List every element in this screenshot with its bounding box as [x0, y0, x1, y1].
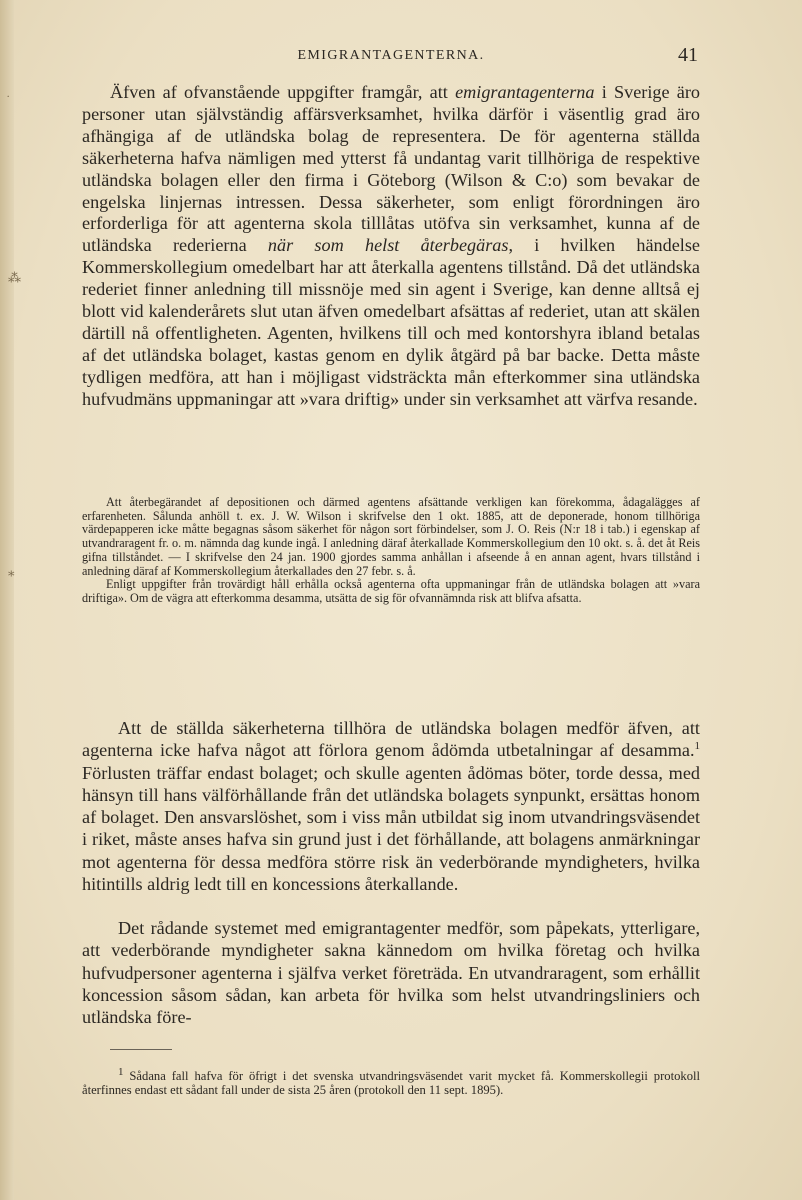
note-paragraph-2: Enligt uppgifter från trovärdigt håll erhålla också agenterna ofta uppmaningar från de utländska bolagen att »vara driftiga». Om de vägra att efterkomma desamma, utsätta de sig för ofvannämnda risk att blifva afsatta. — [82, 577, 700, 605]
emphasis-nar-som-helst: när som helst återbegäras — [267, 235, 509, 256]
paragraph-3: Det rådande systemet med emigrantagenter medför, som påpekats, ytterligare, att vederbörande myndigheter sakna kännedom om hvilka företag och hvilka hufvudpersoner agenterna i själfva verket företräda. En utvandraragent, som erhållit koncession såsom sådan, kan arbeta för hvilka som helst utvandringsliniers och utländska före- — [82, 918, 700, 1028]
small-print-note — [82, 496, 700, 606]
footnote — [82, 1065, 700, 1098]
main-text-3: , i hvilken händelse Kommerskollegium omedelbart har att återkalla agentens tillstånd. Då det utländska rederiet finner anledning till missnöje med sin agent i Sverige, kan denne alltså ej blott vid kalenderårets slut utan äfven omedelbart afsättas af rederiet, utan att skälen därtill nå offentligheten. Agenten, hvilkens till och med kontorshyra ibland betalas af det utländska bolaget, kastas genom en dylik åtgärd på bar backe. Detta måste tydligen medföra, att han i möjligast vidsträckta mån efterkommer sina utländska hufvudmäns uppmaningar att »vara driftig» under sin verksamhet att värfva resande. — [82, 235, 700, 409]
running-title: EMIGRANTAGENTERNA. — [297, 48, 485, 63]
margin-mark: ⁎ — [8, 564, 15, 579]
emphasis-emigrantagenterna: emigrantagenterna — [455, 82, 595, 102]
footnote-marker: 1 — [118, 1065, 124, 1078]
note-paragraph-1: Att återbegärandet af depositionen och därmed agentens afsättande verkligen kan förekomma, ådagalägges af erfarenheten. Sålunda anhöll t. ex. J. W. Wilson i skrifvelse den 1 okt. 1885, att de deponerade, honom tillhöriga värdepapperen icke måtte begagnas såsom säkerhet för någon sort förbindelser, som J. O. Reis (N:r 18 i tab.) i egenskap af utvandraragent fr. o. m. nämnda dag kunde ingå. I anledning däraf återkallade Kommerskollegium den 10 okt. s. å. det åt Reis gifna tillståndet. — I skrifvelse den 24 jan. 1900 gjordes samma anhållan i afseende å en annan agent, hvars tillstånd i anledning däraf af Kommerskollegium återkallades den 27 febr. s. å. — [82, 495, 700, 578]
footnote-text: Sådana fall hafva för öfrigt i det svenska utvandringsväsendet varit mycket få. Kommerskollegii protokoll återfinnes endast ett sådant fall under de sista 25 åren (protokoll den 11 sept. 1895). — [82, 1068, 700, 1097]
page-header — [82, 44, 700, 68]
main-text-2: i Sverige äro personer utan självständig affärsverksamhet, hvilka därför i väsentlig grad äro afhängiga af de utländska bolag de representera. De för agenterna ställda säkerheterna hafva nämligen med ytterst få undantag varit tillhöriga de respektive utländska bolagen eller den firma i Göteborg (Wilson & C:o) som bevakar de engelska linjernas intressen. Dessa säkerheter, som enligt förordningen äro erforderliga för att agenterna skola tilllåtas utöfva sin verksamhet, kunna af de utländska rederierna — [82, 82, 700, 256]
page-number: 41 — [678, 44, 698, 66]
footnote-reference[interactable]: 1 — [694, 740, 700, 753]
para2-text-2: Förlusten träffar endast bolaget; och skulle agenten ådömas böter, torde dessa, med hänsyn till hans välförhållande från det utländska bolagets synpunkt, ersättas honom af bolaget. Den ansvarslöshet, som i viss mån utbildat sig inom utvandringsväsendet i riket, måste anses hafva sin grund just i det förhållande, att bolagens anmärkningar mot agenterna för dessa medföra större risk än vederbörande myndigheters, hvilka hitintills aldrig ledt till en koncessions återkallande. — [82, 762, 700, 895]
main-paragraph — [82, 82, 700, 411]
footnote-divider — [110, 1049, 172, 1050]
margin-mark: ˙ — [6, 92, 11, 107]
para2-text-1: Att de ställda säkerheterna tillhöra de utländska bolagen medför äfven, att agenterna icke hafva något att förlora genom ådömda utbetalningar af desamma. — [82, 718, 700, 761]
margin-mark: ⁂ — [8, 270, 21, 285]
paragraph-2 — [82, 717, 700, 895]
page-binding-edge — [0, 0, 14, 1200]
main-text-1: Äfven af ofvanstående uppgifter framgår, att — [110, 82, 456, 102]
